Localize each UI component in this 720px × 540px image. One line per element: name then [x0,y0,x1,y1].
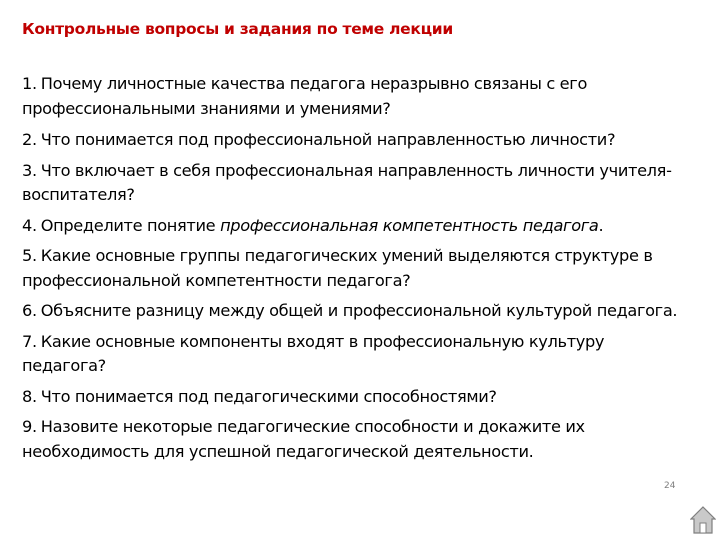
question-number: 3. [22,160,37,180]
question-item [22,299,690,324]
question-text: Назовите некоторые педагогические способности и докажите их необходимость для успешной педагогической деятельности. [22,417,585,461]
question-item [22,415,690,464]
question-number: 6. [22,301,37,320]
question-list [22,72,690,470]
question-text: Почему личностные качества педагога неразрывно связаны с его профессиональными знаниями и умениями? [22,74,587,118]
question-text: Что понимается под педагогическими способностями? [40,386,497,406]
home-button[interactable] [690,506,716,534]
question-item [22,214,690,239]
question-item [22,128,690,153]
question-item [22,244,690,293]
question-item [22,159,690,208]
question-number: 5. [22,246,37,265]
question-text: Объясните разницу между общей и профессиональной культурой педагога. [40,301,678,320]
page-number: 24 [664,481,676,491]
slide-title: Контрольные вопросы и задания по теме лекции [22,20,453,38]
question-text: Что понимается под профессиональной направленностью личности? [40,130,616,149]
question-number: 7. [22,331,37,351]
question-text: Что включает в себя профессиональная направленность личности учителя-воспитателя? [22,160,672,204]
question-number: 4. [22,215,37,235]
question-text: Какие основные компоненты входят в профессиональную культуру педагога? [22,331,605,375]
question-text: Какие основные группы педагогических умений выделяются структуре в профессиональной компетентности педагога? [22,246,653,290]
question-number: 1. [22,74,37,93]
home-icon [690,506,716,534]
question-suffix: . [598,215,604,235]
question-emphasis: профессиональная компетентность педагога [220,215,599,235]
question-item [22,330,690,379]
question-number: 2. [22,130,37,149]
question-number: 9. [22,417,37,436]
question-text: Определите понятие [40,215,221,235]
question-number: 8. [22,386,37,406]
question-item [22,385,690,410]
question-item [22,72,690,121]
